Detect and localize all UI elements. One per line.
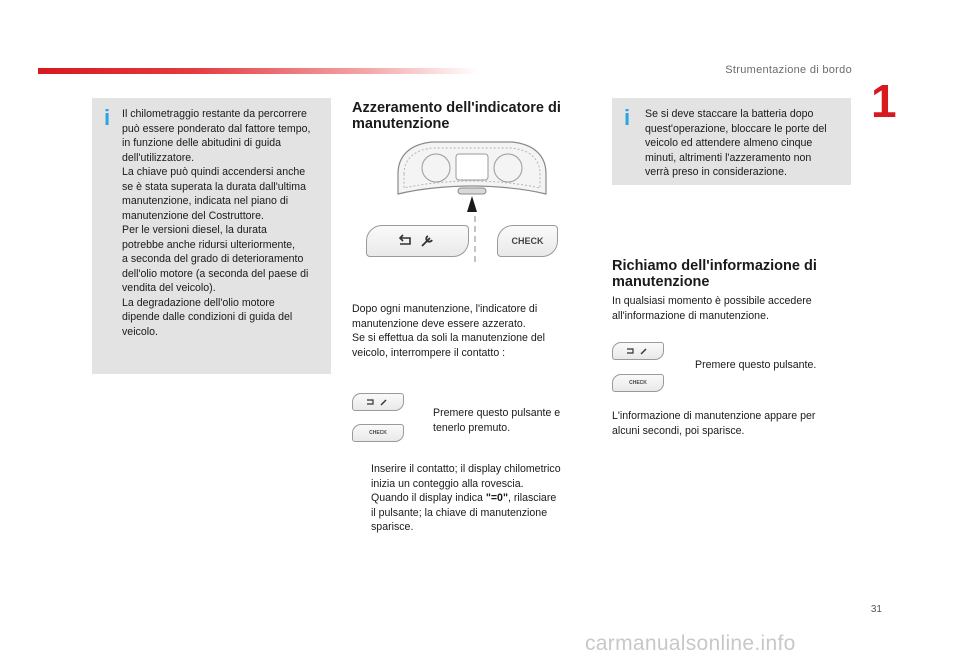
recall-heading-line1: Richiamo dell'informazione di — [612, 258, 817, 274]
reset-step-3-post: , rilasciare il pulsante; la chiave di manutenzione sparisce. — [371, 492, 557, 533]
section-title: Strumentazione di bordo — [725, 64, 852, 76]
right-info-box — [612, 98, 851, 185]
instrument-cluster-icon — [392, 138, 552, 216]
reset-step-3 — [352, 491, 592, 535]
return-wrench-icon — [365, 397, 391, 407]
return-wrench-icon — [625, 346, 651, 356]
reset-step-2-text: Inserire il contatto; il display chilometrico inizia un conteggio alla rovescia. — [371, 463, 561, 490]
reset-button-small[interactable] — [612, 342, 664, 360]
reset-button-small[interactable] — [352, 393, 404, 411]
check-button-small[interactable] — [352, 424, 404, 442]
recall-intro-text: In qualsiasi momento è possibile accedere all'informazione di manutenzione. — [612, 295, 812, 322]
reset-step-2 — [352, 462, 592, 491]
reset-step-3-value: "=0" — [485, 492, 508, 504]
page-number: 31 — [870, 604, 882, 615]
dashed-connector — [472, 216, 478, 266]
recall-heading — [612, 258, 852, 290]
check-label: CHECK — [369, 430, 387, 436]
recall-step-1 — [676, 358, 852, 373]
bullet-marker — [352, 491, 371, 535]
right-note-text: Se si deve staccare la batteria dopo quest'operazione, bloccare le porte del veicolo ed attendere almeno cinque minuti, altrimenti l'azzeramento non verrà preso in considerazione. — [645, 108, 827, 178]
bullet-marker — [352, 462, 371, 491]
check-button-large[interactable] — [497, 225, 558, 257]
reset-heading — [352, 100, 592, 132]
recall-outro-text: L'informazione di manutenzione appare per alcuni secondi, poi sparisce. — [612, 410, 816, 437]
left-note-text: Il chilometraggio restante da percorrere può essere ponderato dal fattore tempo, in funzione delle abitudini di guida dell'utilizzatore. La chiave può quindi accendersi anche se è stata superata la durata dall'ultima manutenzione, indicata nel piano di manutenzione del Costruttore. Per le versioni diesel, la durata potrebbe anche ridursi ulteriormente, a seconda del grado di deterioramento dell'olio motore (a seconda del paese di vendita del veicolo). La degradazione dell'olio motore dipende dalle condizioni di guida del veicolo. — [122, 108, 311, 338]
recall-step-1-text: Premere questo pulsante. — [695, 359, 817, 371]
info-icon: i — [104, 105, 111, 130]
dashboard-illustration — [392, 138, 552, 216]
return-wrench-icon — [396, 233, 440, 249]
left-info-box — [92, 98, 331, 374]
reset-step-1-text: Premere questo pulsante e tenerlo premuto. — [433, 407, 561, 434]
check-label: CHECK — [511, 236, 544, 246]
bullet-marker — [414, 406, 433, 435]
check-button-small[interactable] — [612, 374, 664, 392]
header-red-bar — [38, 68, 478, 74]
reset-intro-text: Dopo ogni manutenzione, l'indicatore di manutenzione deve essere azzerato. Se si effettua da soli la manutenzione del veicolo, interrompere il contatto : — [352, 303, 545, 359]
reset-heading-line1: Azzeramento dell'indicatore di — [352, 100, 561, 116]
watermark: carmanualsonline.info — [585, 632, 796, 655]
reset-heading-line2: manutenzione — [352, 116, 450, 132]
info-icon: i — [624, 105, 631, 130]
recall-heading-line2: manutenzione — [612, 274, 710, 290]
reset-button-large[interactable] — [366, 225, 469, 257]
bullet-marker — [676, 358, 695, 373]
reset-step-3-text — [371, 491, 556, 535]
reset-step-1 — [414, 406, 584, 435]
check-label: CHECK — [629, 380, 647, 386]
chapter-number: 1 — [871, 75, 897, 127]
reset-step-3-pre: Quando il display indica — [371, 492, 486, 504]
